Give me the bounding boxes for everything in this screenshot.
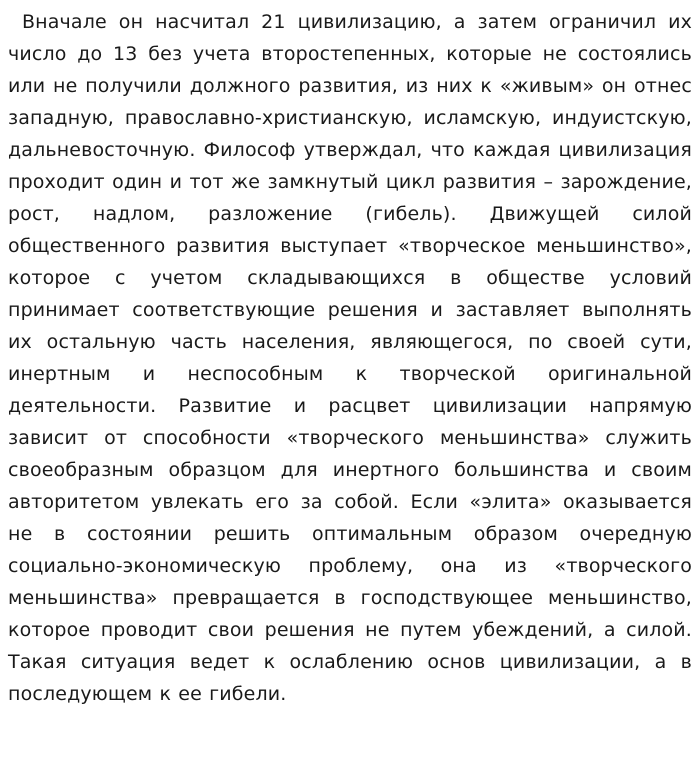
body-paragraph: Вначале он насчитал 21 цивилизацию, а затем ограничил их число до 13 без учета второстепенных, которые не состоялись или не получили должного развития, из них к «живым» он отнес западную, православно-христианскую, исламскую, индуистскую, дальневосточную. Философ утверждал, что каждая цивилизация проходит один и тот же замкнутый цикл развития – зарождение, рост, надлом, разложение (гибель). Движущей силой общественного развития выступает «творческое меньшинство», которое с учетом складывающихся в обществе условий принимает соответствующие решения и заставляет выполнять их остальную часть населения, являющегося, по своей сути, инертным и неспособным к творческой оригинальной деятельности. Развитие и расцвет цивилизации напрямую зависит от способности «творческого меньшинства» служить своеобразным образцом для инертного большинства и своим авторитетом увлекать его за собой. Если «элита» оказывается не в состоянии решить оптимальным образом очередную социально-экономическую проблему, она из «творческого меньшинства» превращается в господствующее меньшинство, которое проводит свои решения не путем убеждений, а силой. Такая ситуация ведет к ослаблению основ цивилизации, а в последующем к ее гибели. (8, 11, 692, 705)
